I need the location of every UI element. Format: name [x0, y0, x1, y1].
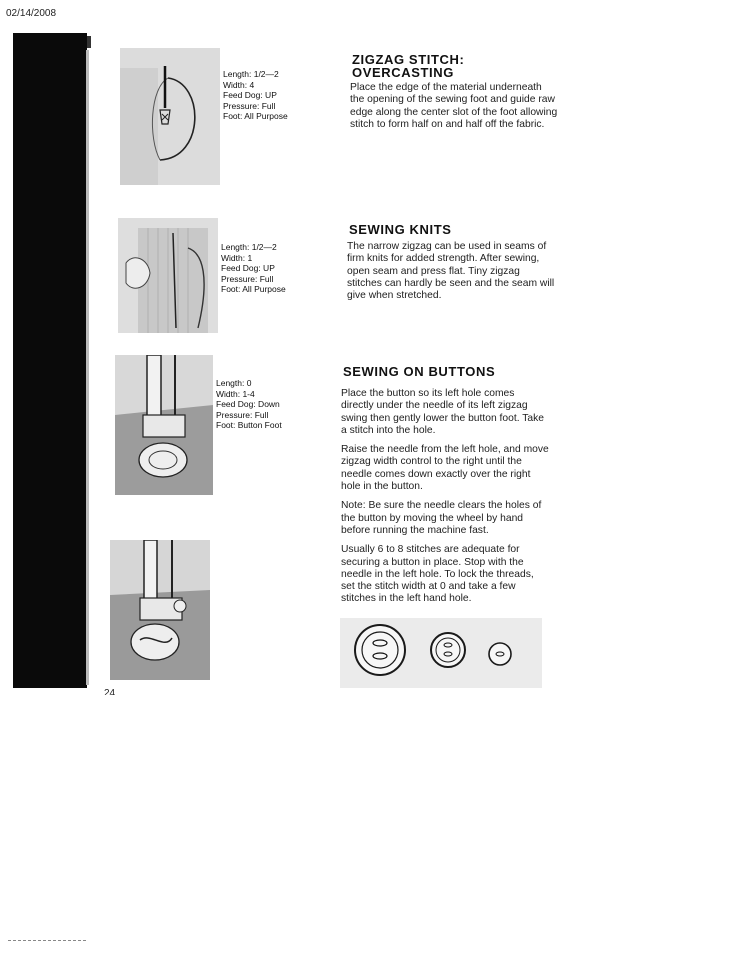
- knits-photo: [118, 218, 218, 333]
- buttons-paragraph-4: Usually 6 to 8 stitches are adequate for securing a button in place. Stop with the needle in the left hole. To lock the threads, set the stitch width at 0 and take a few stitches in the left hand hole.: [341, 544, 534, 605]
- page-number: 24: [104, 688, 116, 695]
- footer-rule: [8, 940, 86, 941]
- knits-specs: Length: 1/2—2 Width: 1 Feed Dog: UP Pressure: Full Foot: All Purpose: [221, 242, 286, 294]
- binding-strip: [13, 33, 87, 688]
- overcasting-title: ZIGZAG STITCH: OVERCASTING: [352, 52, 465, 80]
- buttons-text: [341, 388, 549, 613]
- buttons-note: Note: Be sure the needle clears the holes of the button by moving the wheel by hand before running the machine fast.: [341, 500, 542, 536]
- button-sewing-photo: [110, 540, 210, 680]
- print-date: 02/14/2008: [6, 8, 57, 19]
- overcasting-text: Place the edge of the material underneath the opening of the sewing foot and guide raw edge along the center slot of the foot allowing stitch to form half on and half off the fabric.: [350, 82, 558, 130]
- binding-edge: [86, 50, 89, 685]
- large-button-icon: [355, 625, 405, 675]
- knits-title: SEWING KNITS: [349, 222, 452, 237]
- medium-button-icon: [431, 633, 465, 667]
- buttons-paragraph-1: Place the button so its left hole comes directly under the needle of its left zigzag swing then gently lower the button foot. Take a stitch into the hole.: [341, 388, 545, 436]
- knits-text: The narrow zigzag can be used in seams of firm knits for added strength. After sewing, open seam and press flat. Tiny zigzag stitches can hardly be seen and the seam will give when stretched.: [347, 241, 555, 302]
- buttons-illustration: [340, 618, 542, 688]
- binding-notch: [87, 36, 91, 48]
- small-button-icon: [489, 643, 511, 665]
- overcasting-photo: [120, 48, 220, 185]
- buttons-paragraph-2: Raise the needle from the left hole, and move zigzag width control to the right until the needle comes down exactly over the right hole in the button.: [341, 444, 549, 493]
- button-specs: Length: 0 Width: 1-4 Feed Dog: Down Pressure: Full Foot: Button Foot: [216, 378, 282, 430]
- overcasting-specs: Length: 1/2—2 Width: 4 Feed Dog: UP Pressure: Full Foot: All Purpose: [223, 69, 288, 121]
- buttons-title: SEWING ON BUTTONS: [343, 364, 496, 379]
- button-foot-photo: [115, 355, 213, 495]
